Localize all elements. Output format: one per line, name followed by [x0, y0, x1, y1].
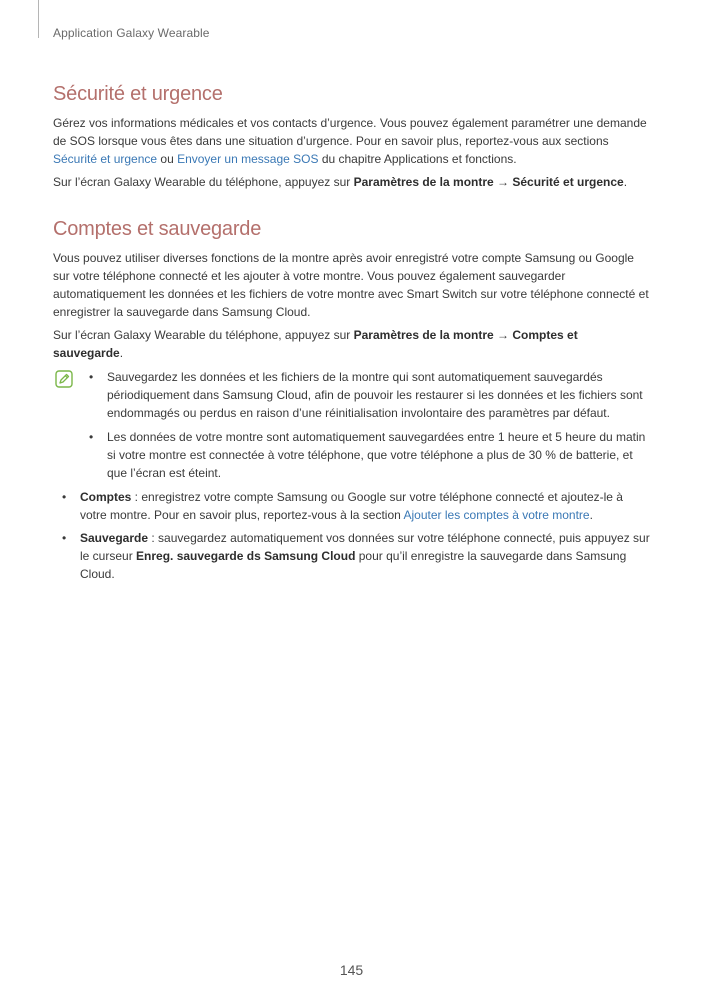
text: .: [119, 346, 124, 360]
paragraph: Vous pouvez utiliser diverses fonctions de la montre après avoir enregistré votre compte Samsung ou Google sur votre téléphone connecté et les ajouter à votre montre. Vous pouvez également sauvegarder automatiquement les données et les fichiers de votre montre avec Smart Switch sur votre téléphone connecté et enregistrer la sauvegarde dans Samsung Cloud.: [53, 251, 649, 319]
text: du chapitre Applications et fonctions.: [318, 152, 517, 166]
text: : sauvegardez automatiquement vos données sur votre téléphone connecté, puis appuyez sur le curseur: [80, 531, 650, 563]
text: ou: [157, 152, 178, 166]
instruction-paragraph: [53, 326, 650, 362]
instruction-paragraph: [53, 173, 650, 191]
setting-name: Enreg. sauvegarde ds Samsung Cloud: [136, 549, 356, 563]
link-envoyer-sos[interactable]: Envoyer un message SOS: [177, 152, 319, 166]
section-title-comptes: Comptes et sauvegarde: [53, 218, 262, 240]
note-pencil-icon: [55, 370, 73, 388]
margin-line: [38, 0, 39, 38]
text: Sur l’écran Galaxy Wearable du téléphone, appuyez sur: [53, 175, 354, 189]
note-item: • Sauvegardez les données et les fichiers de la montre qui sont automatiquement sauvegardés périodiquement dans Samsung Cloud, afin de pouvoir les restaurer si les données et les fichiers sont endommagés ou perdus en raison d’une réinitialisation involontaire des paramètres par défaut.: [89, 368, 650, 422]
text: .: [589, 508, 593, 522]
term: Sauvegarde: [80, 531, 149, 545]
page-number: 145: [339, 962, 364, 978]
text: Gérez vos informations médicales et vos contacts d’urgence. Vous pouvez également paramétrer une demande de SOS lorsque vous êtes dans une situation d’urgence. Pour en savoir plus, reportez-vous aux sections: [53, 116, 647, 148]
text: pour qu’il enregistre la sauvegarde dans Samsung Cloud.: [80, 549, 627, 581]
text: .: [623, 175, 628, 189]
text: Sur l’écran Galaxy Wearable du téléphone, appuyez sur: [53, 328, 354, 342]
list-item-comptes: [53, 488, 650, 524]
menu-path-item: Comptes et sauvegarde: [53, 328, 578, 360]
menu-path-item: Sécurité et urgence: [512, 175, 624, 189]
text: : enregistrez votre compte Samsung ou Google sur votre téléphone connecté et ajoutez-le à votre montre. Pour en savoir plus, reportez-vous à la section: [80, 490, 623, 522]
note-item: • Les données de votre montre sont automatiquement sauvegardées entre 1 heure et 5 heure du matin si votre montre est connectée à votre téléphone, que votre téléphone a plus de 30 % de batterie, et que l’écran est éteint.: [89, 428, 650, 482]
menu-path-item: Paramètres de la montre: [353, 328, 494, 342]
arrow: →: [493, 328, 513, 342]
menu-path-item: Paramètres de la montre: [353, 175, 494, 189]
arrow: →: [493, 175, 513, 189]
list-item-sauvegarde: [53, 529, 650, 583]
page-content: [53, 80, 650, 588]
link-securite-urgence[interactable]: Sécurité et urgence: [53, 152, 158, 166]
note-box: [53, 368, 650, 482]
running-header: Application Galaxy Wearable: [53, 26, 210, 40]
bullet-list: [53, 488, 650, 583]
paragraph: [53, 114, 650, 168]
term: Comptes: [80, 490, 132, 504]
section-title-securite: Sécurité et urgence: [53, 83, 223, 105]
link-ajouter-comptes[interactable]: Ajouter les comptes à votre montre: [403, 508, 590, 522]
